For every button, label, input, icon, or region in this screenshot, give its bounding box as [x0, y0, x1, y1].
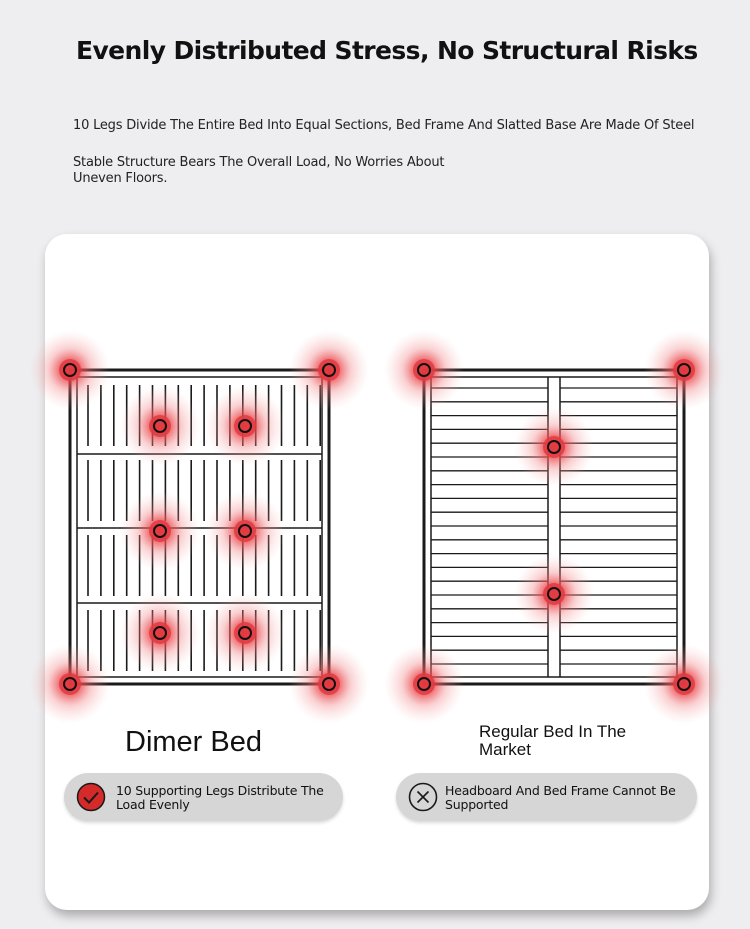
dimer-bed-label: Dimer Bed: [125, 726, 262, 758]
dimer-support-leg: [289, 644, 369, 724]
regular-support-leg: [384, 644, 464, 724]
dimer-support-leg: [120, 593, 200, 673]
dimer-support-leg: [205, 386, 285, 466]
dimer-support-leg: [120, 386, 200, 466]
dimer-support-leg: [30, 644, 110, 724]
dimer-benefit-text: 10 Supporting Legs Distribute The Load Evenly: [116, 783, 324, 812]
regular-support-leg: [384, 330, 464, 410]
description-line-1: 10 Legs Divide The Entire Bed Into Equal Sections, Bed Frame And Slatted Base Are Made Of Steel: [73, 118, 695, 133]
check-circle-icon: [76, 782, 106, 812]
dimer-support-leg: [30, 330, 110, 410]
description-line-2: Stable Structure Bears The Overall Load, No Worries About Uneven Floors.: [73, 155, 445, 186]
regular-support-leg: [514, 407, 594, 487]
regular-drawback-text: Headboard And Bed Frame Cannot Be Supported: [445, 783, 676, 812]
regular-drawback-pill: [396, 773, 697, 821]
dimer-support-leg: [289, 330, 369, 410]
x-circle-icon: [408, 782, 438, 812]
regular-support-leg: [514, 554, 594, 634]
dimer-benefit-pill: [64, 773, 343, 821]
regular-support-leg: [644, 330, 724, 410]
page-title: Evenly Distributed Stress, No Structural Risks: [76, 36, 698, 65]
dimer-support-leg: [205, 593, 285, 673]
dimer-support-leg: [205, 491, 285, 571]
dimer-support-leg: [120, 491, 200, 571]
regular-support-leg: [644, 644, 724, 724]
regular-bed-label: Regular Bed In The Market: [479, 722, 627, 759]
